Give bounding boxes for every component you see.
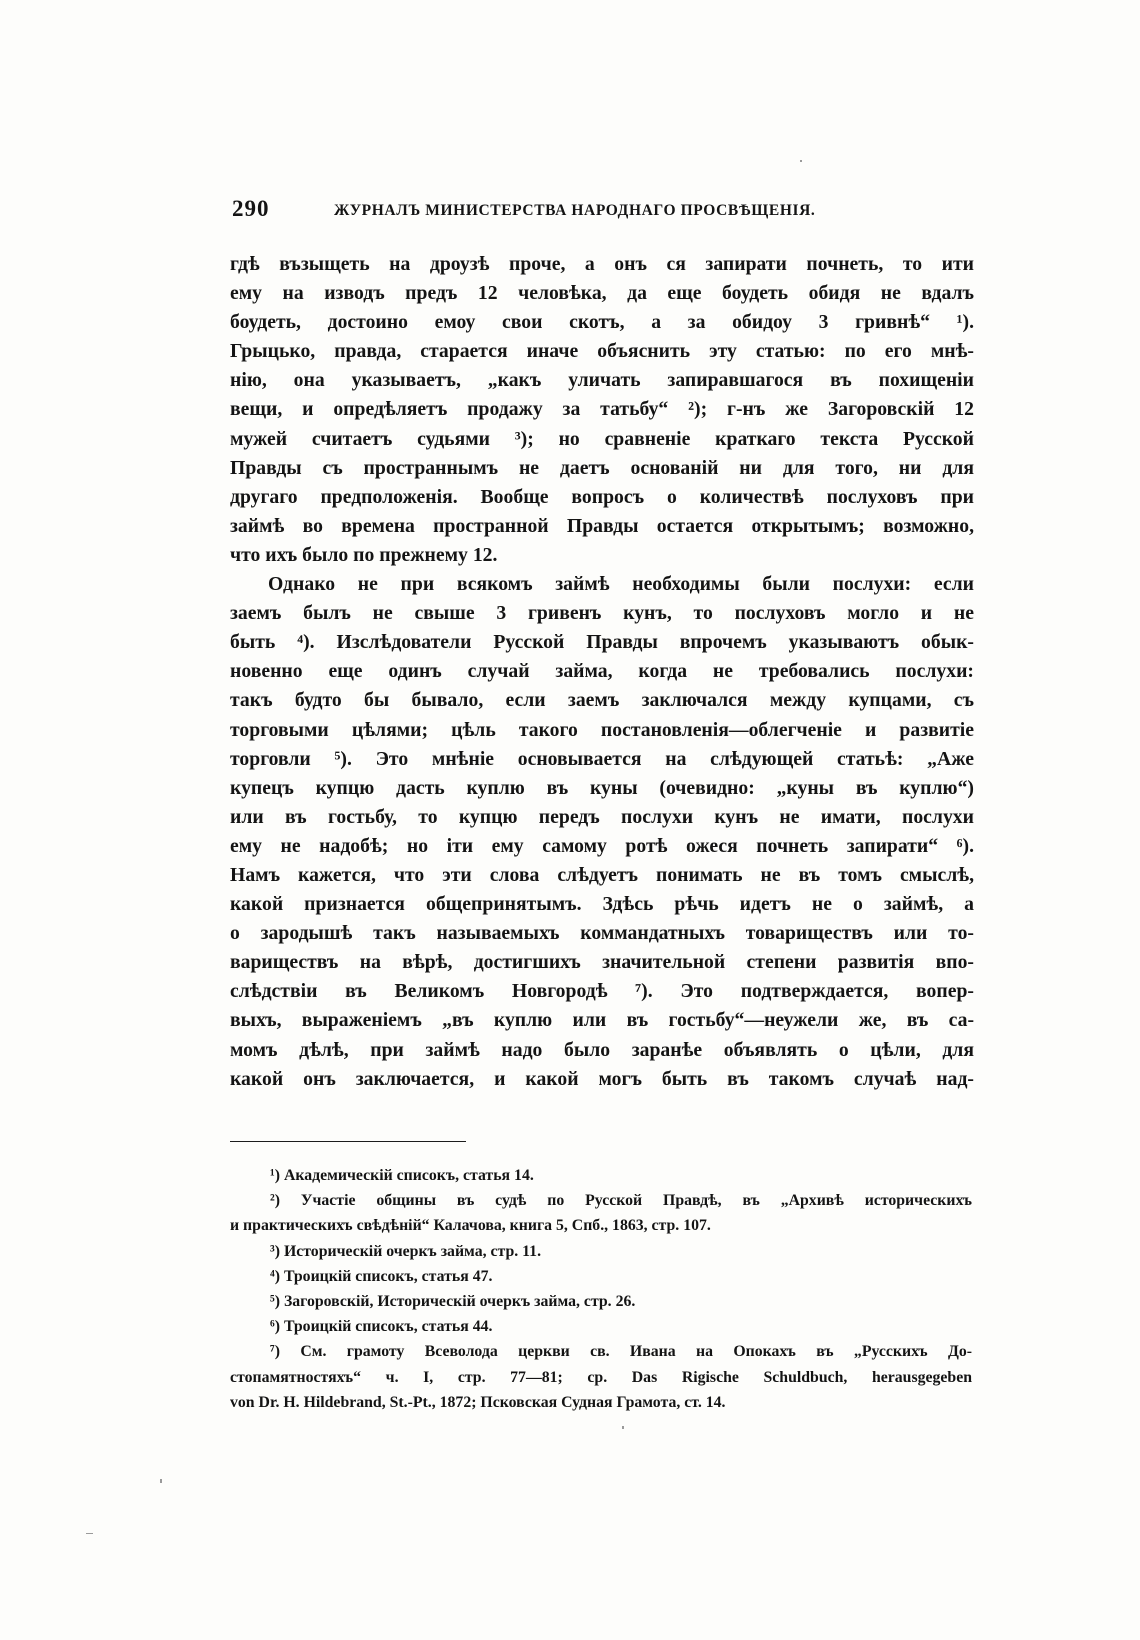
scan-speck bbox=[160, 1479, 162, 1483]
text-line: гдѣ възыщеть на дроузѣ проче, а онъ ся запирати почнеть, то ити bbox=[230, 253, 974, 275]
text-line: торговыми цѣлями; цѣль такого постановленія—облегченіе и развитіе bbox=[230, 718, 974, 741]
text-line: слѣдствіи въ Великомъ Новгородѣ ⁷). Это подтверждается, вопер- bbox=[230, 980, 974, 1003]
body-text bbox=[230, 250, 974, 1094]
text-line: купецъ купцю дасть куплю въ куны (очевидно: „куны въ куплю“) bbox=[230, 776, 974, 799]
running-title: ЖУРНАЛЪ МИНИСТЕРСТВА НАРОДНАГО ПРОСВѢЩЕНІЯ. bbox=[334, 202, 816, 219]
footnote-2-continued: и практическихъ свѣдѣній“ Калачова, книга 5, Спб., 1863, стр. 107. bbox=[230, 1217, 711, 1235]
text-line: вариществъ на вѣрѣ, достигшихъ значительной степени развитія впо- bbox=[230, 951, 974, 974]
text-line: вещи, и опредѣляетъ продажу за татьбу“ ²); г-нъ же Загоровскій 12 bbox=[230, 398, 974, 421]
text-line: займѣ во времена пространной Правды остается открытымъ; возможно, bbox=[230, 514, 974, 537]
text-line: ему на изводъ предъ 12 человѣка, да еще боудеть обидя не вдалъ bbox=[230, 282, 974, 305]
text-line: заемъ былъ не свыше 3 гривенъ кунъ, то послуховъ могло и не bbox=[230, 602, 974, 625]
text-line: Намъ кажется, что эти слова слѣдуетъ понимать не въ томъ смыслѣ, bbox=[230, 863, 974, 886]
text-line: Грыцько, правда, старается иначе объяснить эту статью: по его мнѣ- bbox=[230, 340, 974, 363]
text-line: какой онъ заключается, и какой могъ быть въ такомъ случаѣ над- bbox=[230, 1067, 974, 1090]
scan-speck bbox=[800, 160, 802, 162]
scan-speck bbox=[622, 1426, 624, 1429]
text-line: Правды съ пространнымъ не даетъ основаній ни для того, ни для bbox=[230, 456, 974, 479]
page-number: 290 bbox=[232, 196, 270, 221]
footnote-7-continued: стопамятностяхъ“ ч. I, стр. 77—81; ср. Das Rigische Schuldbuch, herausgegeben bbox=[230, 1368, 972, 1386]
text-line: мужей считаетъ судьями ³); но сравненіе краткаго текста Русской bbox=[230, 427, 974, 450]
footnote-6: ⁶) Троицкій списокъ, статья 44. bbox=[270, 1318, 493, 1336]
page-header bbox=[232, 196, 884, 226]
text-line: такъ будто бы бывало, если заемъ заключался между купцами, съ bbox=[230, 689, 974, 712]
footnotes bbox=[230, 1163, 972, 1415]
text-line: ему не надобѣ; но іти ему самому ротѣ ожеся почнеть запирати“ ⁶). bbox=[230, 834, 974, 857]
footnote-1: ¹) Академическій списокъ, статья 14. bbox=[270, 1167, 534, 1184]
footnote-2: ²) Участіе общины въ судѣ по Русской Правдѣ, въ „Архивѣ историческихъ bbox=[270, 1192, 972, 1210]
text-line: новенно еще одинъ случай займа, когда не требовались послухи: bbox=[230, 660, 974, 683]
text-line: момъ дѣлѣ, при займѣ надо было заранѣе объявлять о цѣли, для bbox=[230, 1038, 974, 1061]
text-line: или въ гостьбу, то купцю передъ послухи кунъ не имати, послухи bbox=[230, 805, 974, 828]
footnote-separator bbox=[230, 1141, 466, 1142]
text-line: боудеть, достоино емоу свои скотъ, а за обидоу 3 гривнѣ“ ¹). bbox=[230, 311, 974, 334]
footnote-5: ⁵) Загоровскій, Историческій очеркъ займа, стр. 26. bbox=[270, 1292, 636, 1310]
text-line: выхъ, выраженіемъ „въ куплю или въ гостьбу“—неужели же, въ са- bbox=[230, 1009, 974, 1032]
text-line: о зародышѣ такъ называемыхъ коммандатныхъ товариществъ или то- bbox=[230, 922, 974, 945]
text-line: какой признается общепринятымъ. Здѣсь рѣчь идетъ не о займѣ, а bbox=[230, 893, 974, 916]
text-line: нію, она указываетъ, „какъ уличать запиравшагося въ похищеніи bbox=[230, 369, 974, 392]
footnote-7: ⁷) См. грамоту Всеволода церкви св. Ивана на Опокахъ въ „Русскихъ До- bbox=[270, 1343, 972, 1361]
text-line: торговли ⁵). Это мнѣніе основывается на слѣдующей статьѣ: „Аже bbox=[230, 747, 974, 770]
scan-speck bbox=[86, 1533, 93, 1534]
footnote-4: ⁴) Троицкій списокъ, статья 47. bbox=[270, 1267, 493, 1285]
footnote-7-end: von Dr. H. Hildebrand, St.-Pt., 1872; Псковская Судная Грамота, ст. 14. bbox=[230, 1393, 726, 1411]
footnote-3: ³) Историческій очеркъ займа, стр. 11. bbox=[270, 1242, 542, 1260]
paragraph-start-line: Однако не при всякомъ займѣ необходимы были послухи: если bbox=[268, 573, 974, 596]
text-line: другаго предположенія. Вообще вопросъ о количествѣ послуховъ при bbox=[230, 485, 974, 508]
paragraph-end-line: что ихъ было по прежнему 12. bbox=[230, 543, 498, 566]
text-line: быть ⁴). Изслѣдователи Русской Правды впрочемъ указываютъ обык- bbox=[230, 631, 974, 654]
